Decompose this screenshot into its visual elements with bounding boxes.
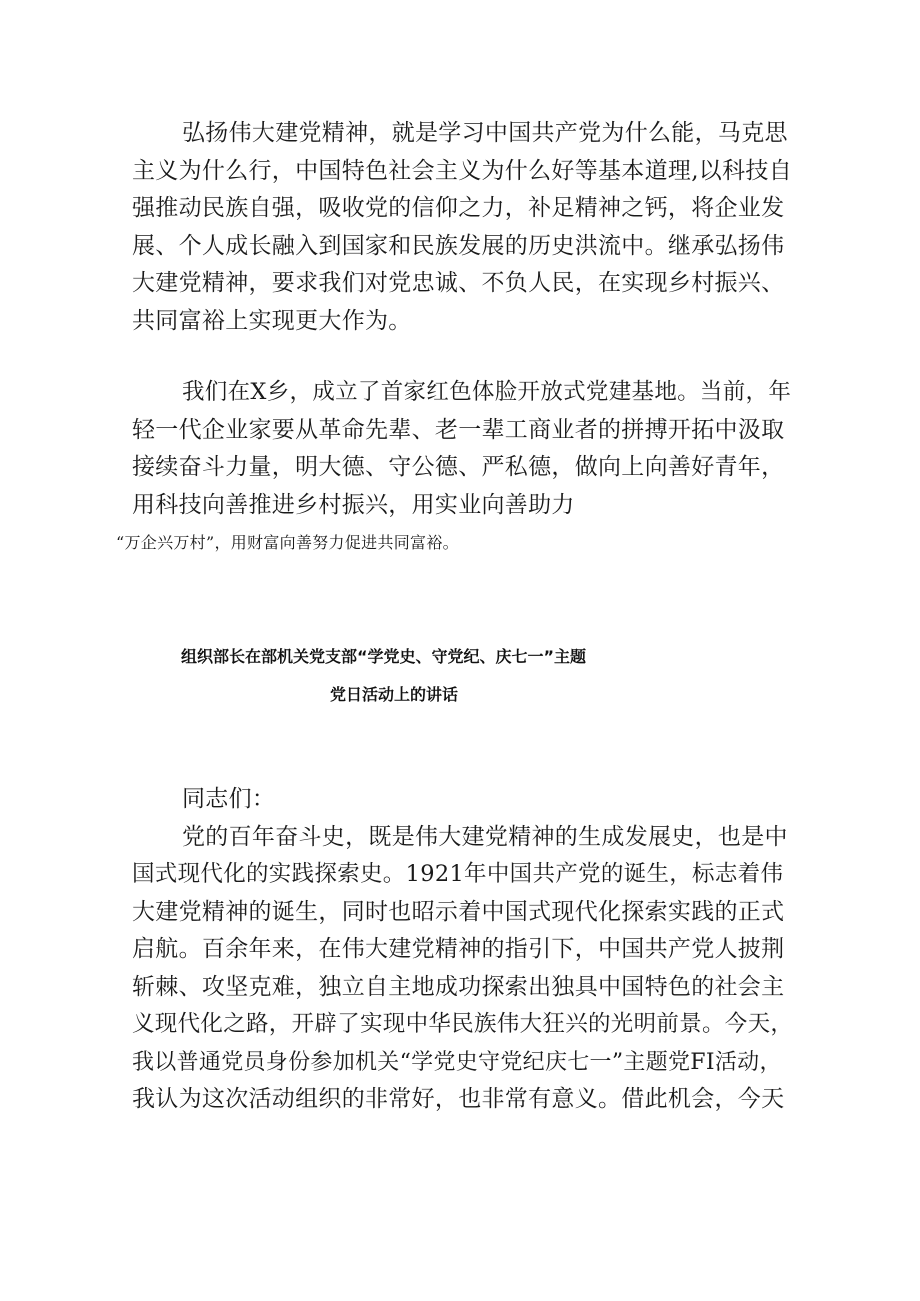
paragraph-line: “万企兴万村”，用财富向善努力促进共同富裕。 [116,533,459,552]
paragraph-line: 强推动民族自强，吸收党的信仰之力，补足精神之钙，将企业发 [132,195,785,221]
paragraph-line: 主义为什么行，中国特色社会主义为什么好等基本道理,以科技自 [132,157,793,184]
paragraph-line: 我认为这次活动组织的非常好，也非常有意义。借此机会，今天 [132,1086,785,1112]
paragraph-line: 我以普通党员身份参加机关“学党史守党纪庆七一”主题党FI活动， [132,1049,782,1075]
speech-title [0,638,920,714]
speech-body [132,781,792,1119]
salutation: 同志们： [182,786,276,812]
paragraph-line: 弘扬伟大建党精神，就是学习中国共产党为什么能，马克思 [182,120,788,146]
title-line-2: 党日活动上的讲话 [330,685,459,704]
paragraph-line: 党的百年奋斗史，既是伟大建党精神的生成发展史，也是中 [182,823,788,850]
paragraph-line: 大建党精神的诞生，同时也昭示着中国式现代化探索实践的正式 [132,898,785,925]
paragraph-line: 义现代化之路，开辟了实现中华民族伟大狂兴的光明前景。今天， [132,1011,794,1037]
paragraph-line: 展、个人成长融入到国家和民族发展的历史洪流中。继承弘扬伟 [132,232,785,259]
paragraph-line: 国式现代化的实践探索史。1921年中国共产党的诞生，标志着伟 [132,861,784,887]
paragraph-2 [116,374,792,562]
paragraph-line: 共同富裕上实现更大作为。 [132,307,412,334]
paragraph-line: 斩棘、攻坚克难，独立自主地成功探索出独具中国特色的社会主 [132,973,785,1000]
paragraph-line: 用科技向善推进乡村振兴，用实业向善助力 [132,491,575,518]
paragraph-line: 接续奋斗力量，明大德、守公德、严私德，做向上向善好青年， [132,454,785,480]
paragraph-line: 大建党精神，要求我们对党忠诚、不负人民，在实现乡村振兴、 [132,270,785,296]
paragraph-line: 轻一代企业家要从革命先辈、老一辈工商业者的拼搏开拓中汲取 [132,416,785,443]
paragraph-line: 启航。百余年来，在伟大建党精神的指引下，中国共产党人披荆 [132,936,785,962]
title-line-1: 组织部长在部机关党支部“学党史、守党纪、庆七一”主题 [181,647,587,666]
paragraph-line: 我们在X乡，成立了首家红色体脸开放式党建基地。当前，年 [182,379,792,405]
paragraph-1 [132,115,792,340]
